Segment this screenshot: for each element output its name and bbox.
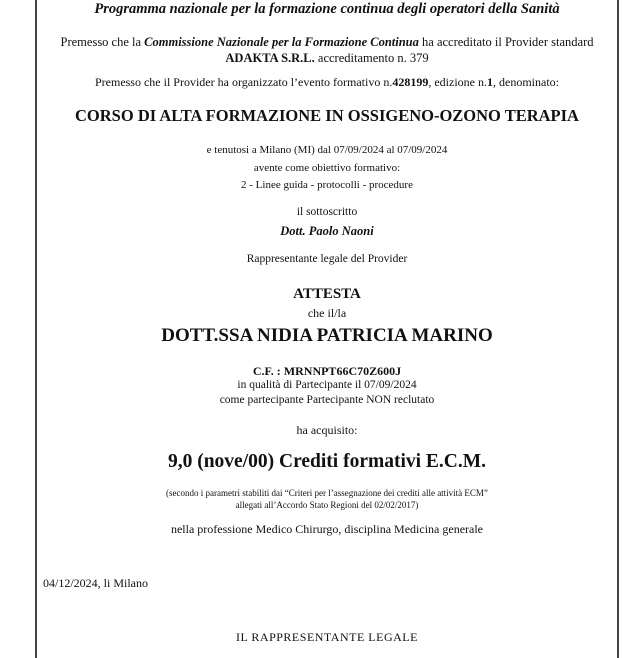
- accreditation: accreditamento n. 379: [314, 51, 429, 65]
- provider-line: [35, 52, 619, 65]
- text: , denominato:: [493, 75, 559, 89]
- date-place: 04/12/2024, li Milano: [43, 576, 148, 590]
- edition-number: 1: [487, 75, 493, 89]
- participation-type: come partecipante Partecipante NON reclutato: [219, 394, 435, 406]
- signatory-name: Dott. Paolo Naoni: [280, 224, 374, 238]
- premise-event: [35, 76, 619, 88]
- credits-note-1: (secondo i parametri stabiliti dai “Criteri per l’assegnazione dei crediti alle attività ECM”: [166, 488, 488, 498]
- text: Premesso che la: [60, 35, 145, 49]
- participation-quality: in qualità di Partecipante il 07/09/2024: [237, 379, 417, 391]
- signatory-role: Rappresentante legale del Provider: [246, 253, 408, 265]
- che-label: che il/la: [307, 306, 347, 320]
- text: ha accreditato il Provider standard: [418, 35, 594, 49]
- course-title: CORSO DI ALTA FORMAZIONE IN OSSIGENO-OZONO TERAPIA: [75, 106, 579, 125]
- event-number: 428199: [392, 75, 429, 89]
- participant-name: DOTT.SSA NIDIA PATRICIA MARINO: [161, 325, 493, 346]
- credits-note-2: allegati all’Accordo Stato Regioni del 02/02/2017): [235, 500, 419, 510]
- objective: 2 - Linee guida - protocolli - procedure: [241, 179, 413, 191]
- fiscal-code: C.F. : MRNNPT66C70Z600J: [252, 364, 402, 378]
- attesta-heading: ATTESTA: [293, 286, 361, 302]
- credits: 9,0 (nove/00) Crediti formativi E.C.M.: [167, 451, 487, 472]
- acquired-label: ha acquisito:: [296, 423, 358, 437]
- text: Premesso che il Provider ha organizzato l’evento formativo n.: [94, 75, 393, 89]
- provider-name: ADAKTA S.R.L.: [225, 51, 315, 65]
- premise-commission: [35, 36, 619, 49]
- commission-name: Commissione Nazionale per la Formazione Continua: [144, 35, 419, 49]
- profession: nella professione Medico Chirurgo, disciplina Medicina generale: [170, 522, 484, 536]
- objective-label: avente come obiettivo formativo:: [253, 162, 401, 174]
- text: , edizione n.: [428, 75, 487, 89]
- signature-label: IL RAPPRESENTANTE LEGALE: [236, 630, 418, 644]
- course-held: e tenutosi a Milano (MI) dal 07/09/2024 al 07/09/2024: [206, 144, 448, 156]
- program-title: Programma nazionale per la formazione continua degli operatori della Sanità: [94, 1, 560, 17]
- signatory-label: il sottoscritto: [296, 206, 358, 218]
